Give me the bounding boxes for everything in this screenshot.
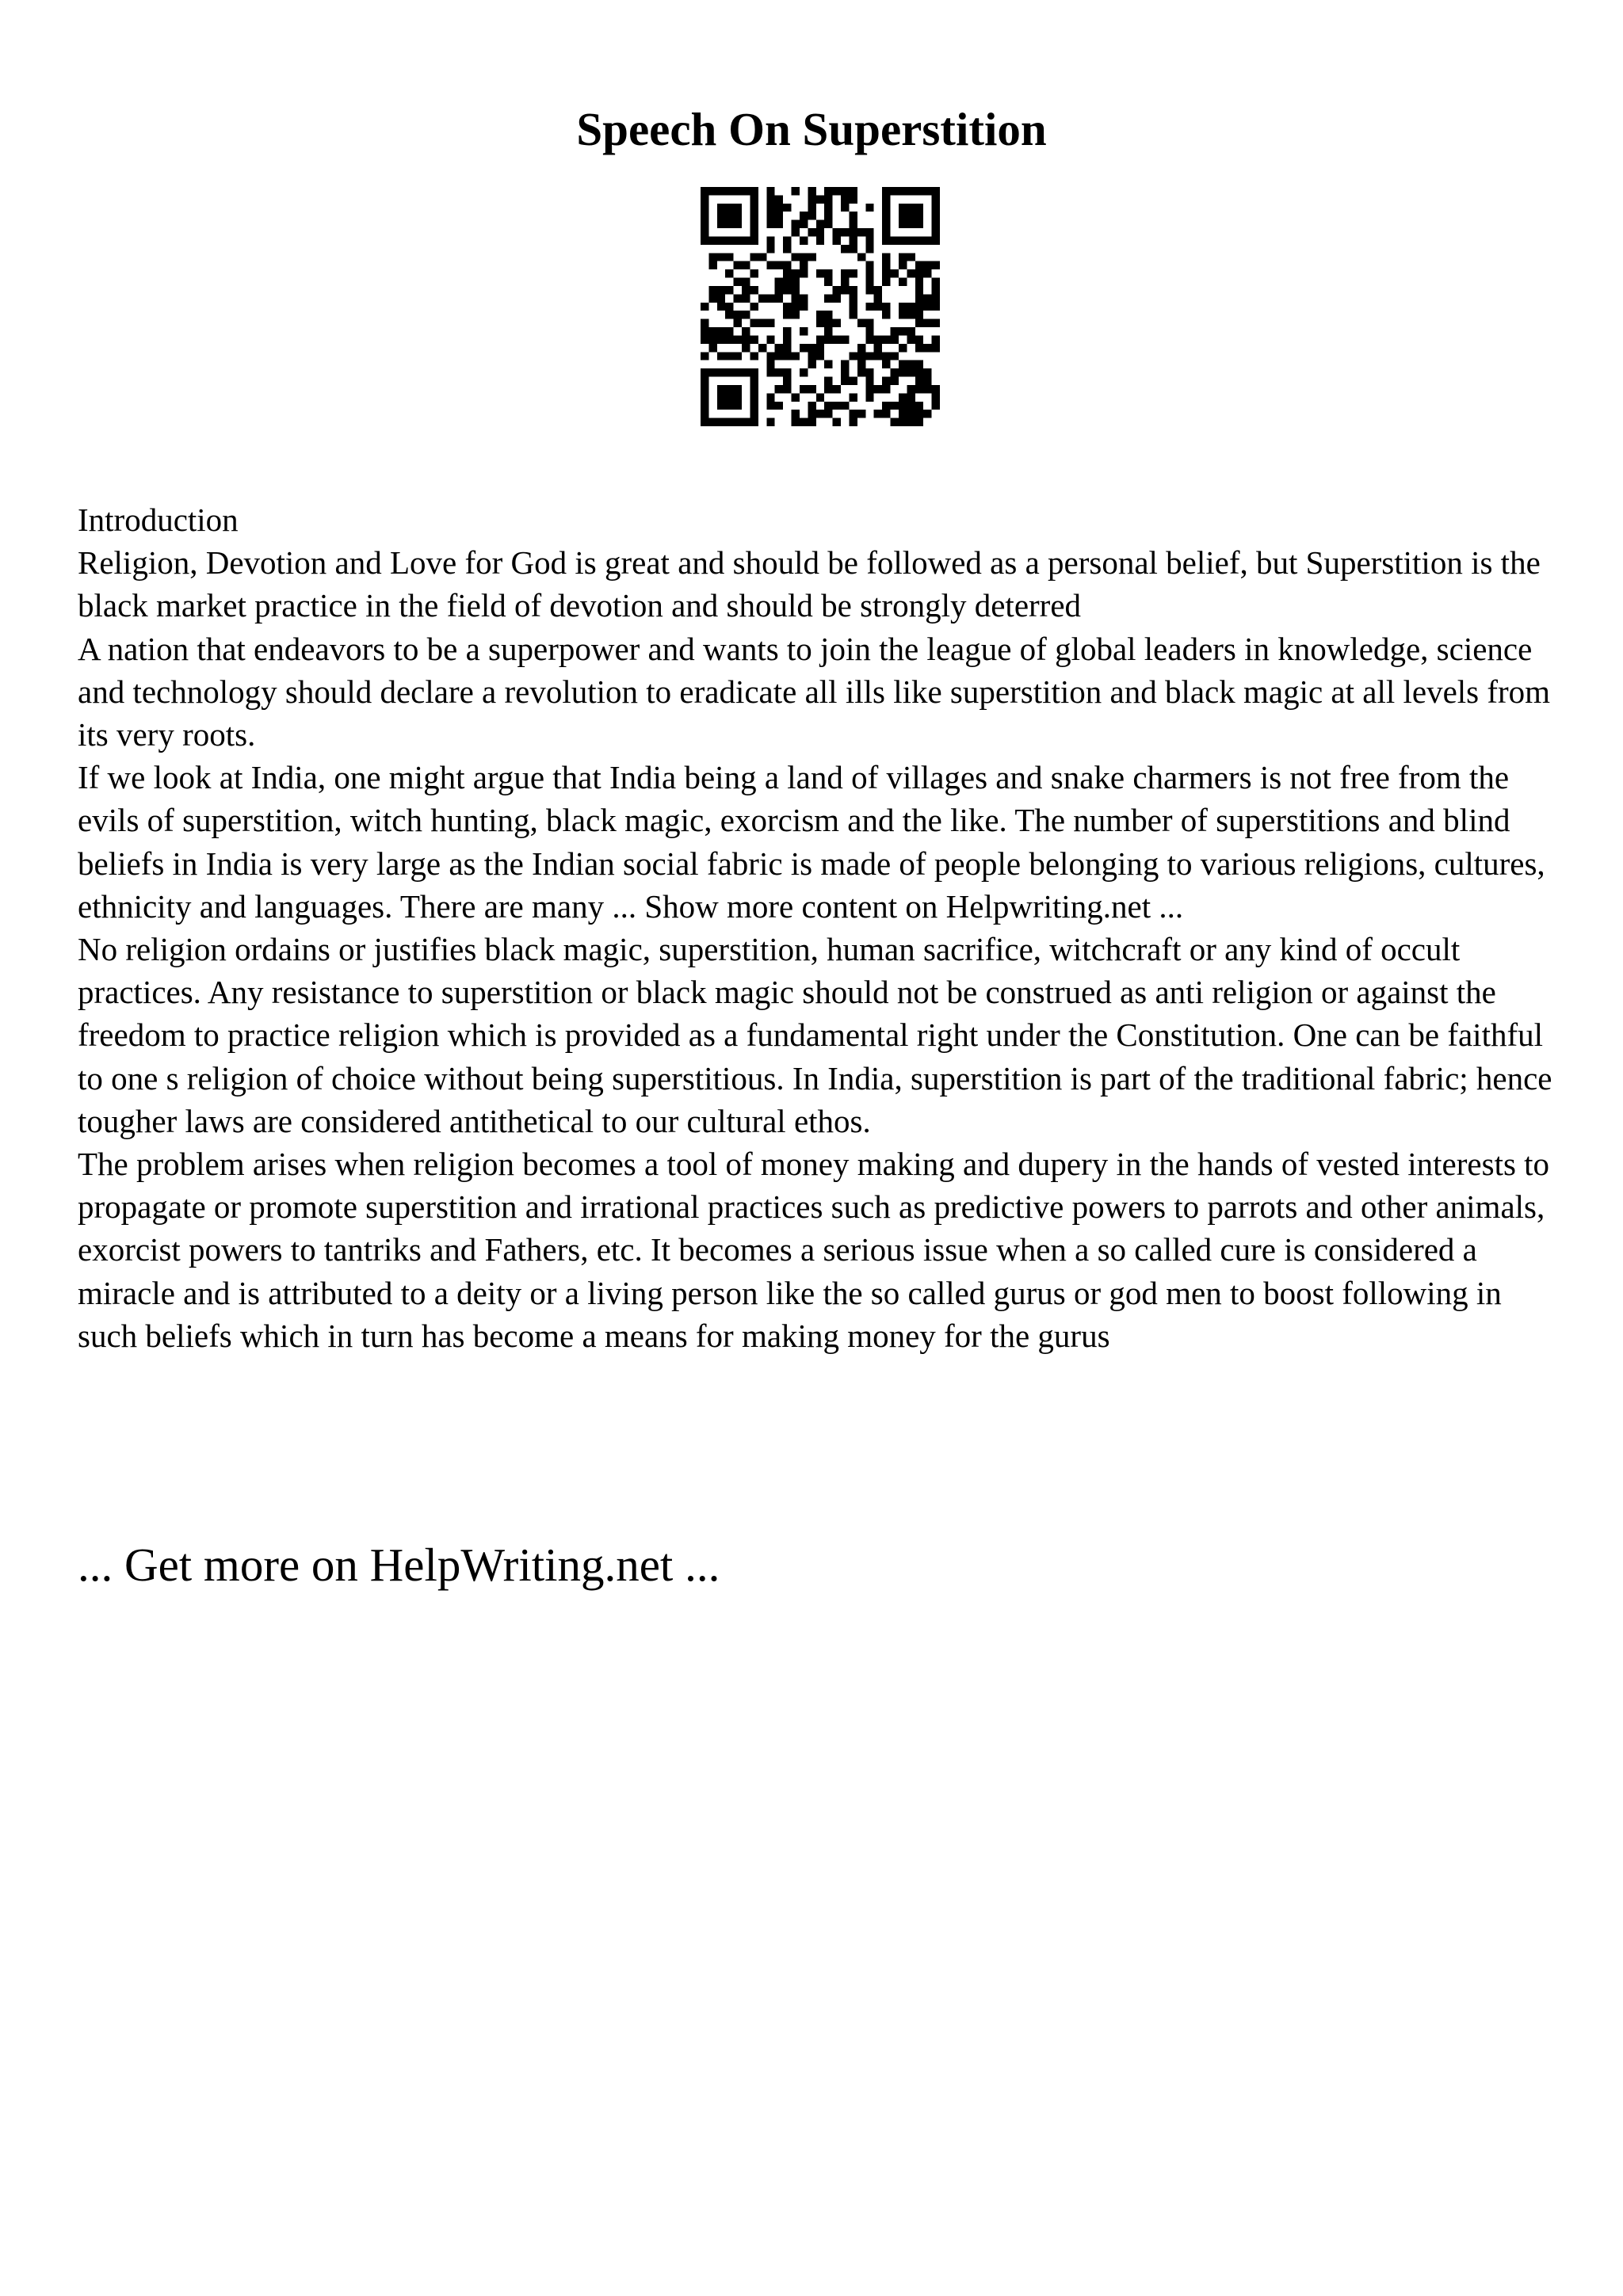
paragraph: A nation that endeavors to be a superpower and wants to join the league of global leaders in knowledge, science and technology should declare a revolution to eradicate all ills like superstition and black magic at all levels from its very roots.: [78, 630, 1551, 753]
paragraph: Religion, Devotion and Love for God is great and should be followed as a personal belief, but Superstition is the black market practice in the field of devotion and should be strongly deterred: [78, 544, 1541, 624]
page-title: Speech On Superstition: [576, 103, 1047, 155]
paragraph: No religion ordains or justifies black magic, superstition, human sacrifice, witchcraft or any kind of occult practices. Any resistance to superstition or black magic should not be construed as anti religion or against the freedom to practice religion which is provided as a fundamental right under the Constitution. One can be faithful to one s religion of choice without being superstitious. In India, superstition is part of the traditional fabric; hence tougher laws are considered antithetical to our cultural ethos.: [78, 931, 1552, 1139]
document-body: [78, 498, 1568, 1357]
paragraph: If we look at India, one might argue that India being a land of villages and snake charmers is not free from the evils of superstition, witch hunting, black magic, exorcism and the like. The number of superstitions and blind beliefs in India is very large as the Indian social fabric is made of people belonging to various religions, cultures, ethnicity and languages. There are many ... Show more content on Helpwriting.net ...: [78, 759, 1545, 925]
qr-code-icon: [701, 187, 940, 426]
paragraph-introduction: Introduction: [78, 502, 239, 538]
paragraph: The problem arises when religion becomes a tool of money making and dupery in the hands of vested interests to propagate or promote superstition and irrational practices such as predictive powers to parrots and other animals, exorcist powers to tantriks and Fathers, etc. It becomes a serious issue when a so called cure is considered a miracle and is attributed to a deity or a living person like the so called gurus or god men to boost following in such beliefs which in turn has become a means for making money for the gurus: [78, 1146, 1550, 1354]
get-more-link[interactable]: ... Get more on HelpWriting.net ...: [78, 1539, 720, 1591]
qr-code: [701, 187, 940, 426]
